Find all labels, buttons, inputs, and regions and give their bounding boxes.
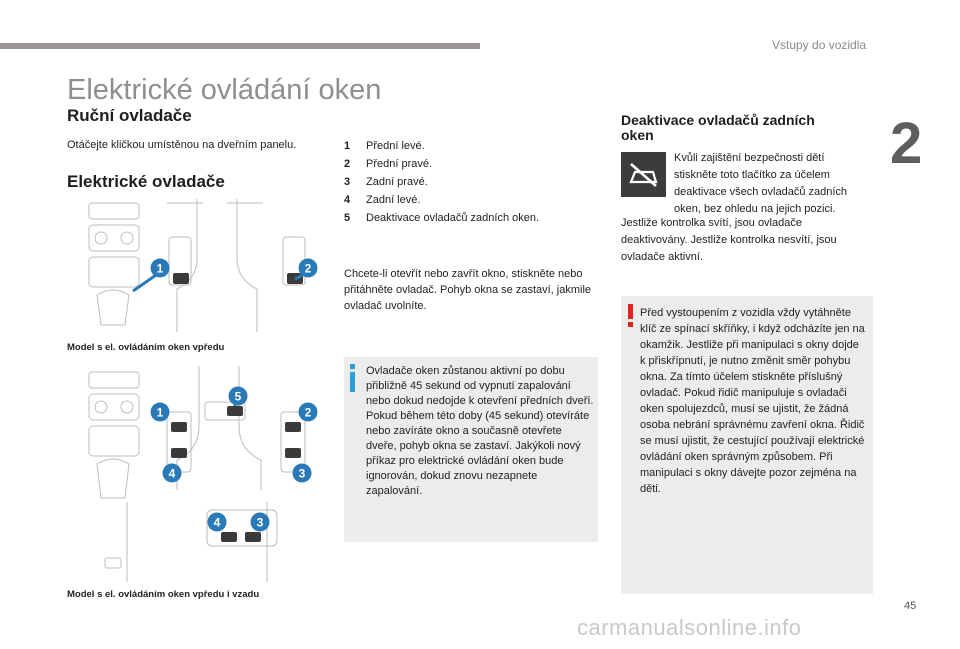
- callout-badge-1: [150, 258, 170, 278]
- header-bar: [0, 43, 480, 49]
- switch-legend-list: [344, 137, 594, 227]
- lock-button-text: Kvůli zajištění bezpečnosti dětí stiskněte toto tlačítko za účelem deaktivace všech ovladačů zadních oken, bez ohledu na jejich pozici.: [674, 152, 848, 215]
- list-item-text: Zadní levé.: [366, 194, 421, 206]
- list-item: [344, 173, 594, 191]
- callout-label-3: 3: [298, 466, 306, 481]
- rear-window-lock-icon: [621, 152, 666, 197]
- list-item: [344, 191, 594, 209]
- callout-label-1b: 1: [156, 405, 164, 420]
- watermark: carmanualsonline.info: [577, 615, 802, 640]
- callout-badge-4b: [207, 512, 227, 532]
- list-item: [344, 155, 594, 173]
- caption-front-rear-model: Model s el. ovládáním oken vpředu i vzadu: [67, 589, 260, 600]
- heading-rear-deactivation: Deaktivace ovladačů zadních oken: [621, 112, 815, 143]
- indicator-text: Jestliže kontrolka svítí, jsou ovladače deaktivovány. Jestliže kontrolka nesvítí, jsou ovladače aktivní.: [621, 217, 837, 263]
- figure-front-rear-windows: [67, 362, 324, 582]
- warning-icon: [628, 304, 634, 328]
- section-title: Vstupy do vozidla: [772, 38, 867, 52]
- list-item-text: Zadní pravé.: [366, 176, 428, 188]
- callout-label-2b: 2: [304, 405, 312, 420]
- heading-electric-controls: Elektrické ovladače: [67, 172, 225, 191]
- page-title: Elektrické ovládání oken: [67, 74, 382, 106]
- list-item-number: 1: [344, 140, 351, 152]
- operation-text: Chcete-li otevřít nebo zavřít okno, stiskněte nebo přitáhněte ovladač. Pohyb okna se zastaví, jakmile ovladač uvolníte.: [344, 268, 592, 312]
- callout-badge-3: [292, 463, 312, 483]
- warning-note-text: Před vystoupením z vozidla vždy vytáhněte klíč ze spínací skříňky, i když odcházíte jen na okamžik. Jestliže při manipulaci s okny dojde k přiskřípnutí, je nutno změnit směr pohybu okna. Za tímto účelem stiskněte příslušný ovladač. Pokud řidič manipuluje s ovladači oken spolujezdců, musí se ujistit, že žádná osoba nebrání správnému zavření okna. Řidič se musí ujistit, že cestující používají elektrické ovládání oken správným způsobem. Při manipulaci s okny dávejte pozor zejména na děti.: [640, 307, 865, 495]
- callout-badge-4: [162, 463, 182, 483]
- callout-label-4b: 4: [213, 515, 221, 530]
- callout-badge-2: [298, 258, 318, 278]
- list-item: [344, 137, 594, 155]
- callout-label-3b: 3: [256, 515, 264, 530]
- list-item-text: Deaktivace ovladačů zadních oken.: [366, 212, 540, 224]
- list-item-text: Přední levé.: [366, 140, 425, 152]
- callout-badge-1b: [150, 402, 170, 422]
- callout-label-4: 4: [168, 466, 176, 481]
- list-item-number: 2: [344, 158, 351, 170]
- callout-label-1: 1: [156, 261, 164, 276]
- callout-badge-5: [228, 386, 248, 406]
- callout-badge-2b: [298, 402, 318, 422]
- info-icon: [350, 364, 356, 392]
- chapter-number: 2: [890, 111, 923, 176]
- list-item-text: Přední pravé.: [366, 158, 433, 170]
- list-item: [344, 209, 594, 227]
- list-item-number: 5: [344, 212, 351, 224]
- caption-front-model: Model s el. ovládáním oken vpředu: [67, 342, 225, 353]
- heading-manual-controls: Ruční ovladače: [67, 106, 192, 125]
- page-number: 45: [904, 600, 917, 612]
- figure-front-windows: [67, 195, 324, 332]
- info-note-text: Ovladače oken zůstanou aktivní po dobu přibližně 45 sekund od vypnutí zapalování nebo dokud nedojde k otevření předních dveří. Pokud během této doby (45 sekund) otevíráte nebo zavíráte okno a současně otevřete dveře, pohyb okna se zastaví. Jakýkoli nový příkaz pro elektrické ovládání oken bude ignorován, dokud znovu nezapnete zapalování.: [366, 365, 594, 497]
- callout-label-2: 2: [304, 261, 312, 276]
- callout-badge-3b: [250, 512, 270, 532]
- manual-controls-text: Otáčejte kličkou umístěnou na dveřním panelu.: [67, 139, 297, 151]
- list-item-number: 4: [344, 194, 351, 206]
- callout-label-5: 5: [234, 389, 242, 404]
- list-item-number: 3: [344, 176, 351, 188]
